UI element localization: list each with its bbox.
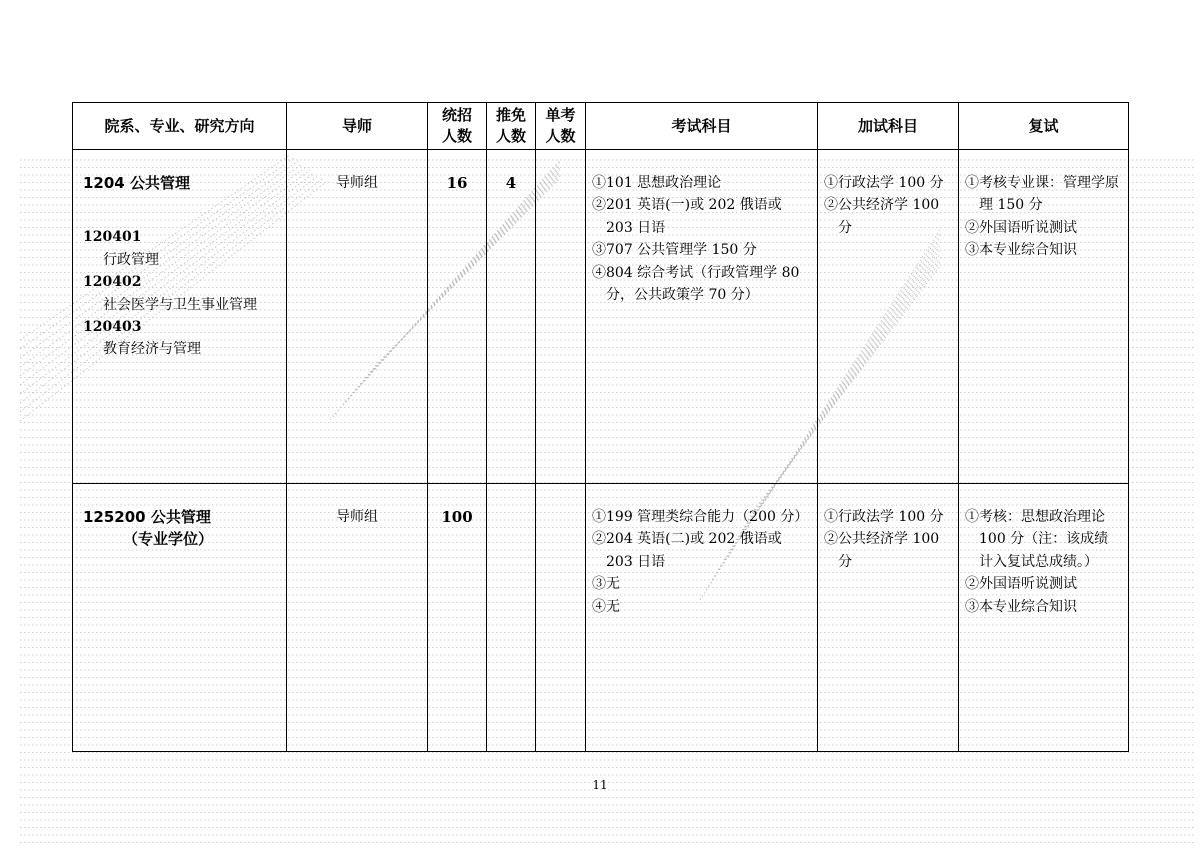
header-row <box>73 103 1129 150</box>
advisor-value: 导师组 <box>336 175 378 191</box>
unified-count: 100 <box>441 508 473 526</box>
table-row-public-administration-professional <box>73 484 1129 752</box>
page-number: 11 <box>592 778 608 792</box>
exam-item: ③无 <box>592 576 620 593</box>
admissions-table <box>72 102 1129 752</box>
extra-item: ①行政法学 100 分 <box>824 175 944 191</box>
unified-cell <box>428 484 487 752</box>
header-program: 院系、专业、研究方向 <box>73 103 287 150</box>
single-cell <box>536 484 586 752</box>
header-exempt-line2: 人数 <box>495 127 526 145</box>
direction-name: 教育经济与管理 <box>103 341 201 358</box>
exempt-count: 4 <box>505 174 517 192</box>
retest-list <box>965 172 1122 262</box>
program-subtitle: （专业学位） <box>123 530 214 549</box>
retest-item: ①考核专业课：管理学原理 150 分 <box>965 175 1119 214</box>
exam-list <box>592 172 811 306</box>
header-single-line1: 单考 <box>545 106 576 124</box>
exam-list <box>592 506 811 618</box>
exempt-cell <box>487 484 536 752</box>
advisor-cell <box>287 150 428 484</box>
retest-item: ①考核：思想政治理论 100 分（注：该成绩计入复试总成绩。） <box>965 509 1109 570</box>
advisor-value: 导师组 <box>336 509 378 525</box>
direction-name: 社会医学与卫生事业管理 <box>103 296 257 313</box>
retest-item: ②外国语听说测试 <box>965 219 1077 236</box>
single-cell <box>536 150 586 484</box>
retest-item: ③本专业综合知识 <box>965 242 1077 259</box>
extra-list <box>824 506 952 573</box>
exam-item: ④无 <box>592 598 620 615</box>
program-cell <box>73 484 287 752</box>
direction-code: 120403 <box>83 319 142 336</box>
header-exempt <box>487 103 536 150</box>
extra-cell <box>818 150 959 484</box>
extra-item: ②公共经济学 100 分 <box>824 197 940 236</box>
program-title: 125200 公共管理 <box>83 508 211 526</box>
unified-cell <box>428 150 487 484</box>
extra-item: ①行政法学 100 分 <box>824 509 944 525</box>
retest-cell <box>959 150 1129 484</box>
exam-item: ①101 思想政治理论 <box>592 175 722 191</box>
single-count <box>536 484 585 506</box>
exam-item: ③707 公共管理学 150 分 <box>592 242 757 259</box>
retest-cell <box>959 484 1129 752</box>
retest-item: ③本专业综合知识 <box>965 598 1077 615</box>
header-exempt-line1: 推免 <box>495 106 526 124</box>
unified-count: 16 <box>446 174 468 192</box>
extra-list <box>824 172 952 239</box>
exam-item: ④804 综合考试（行政管理学 80 分，公共政策学 70 分） <box>592 264 800 304</box>
header-retest: 复试 <box>959 103 1129 150</box>
table-row-public-management <box>73 150 1129 484</box>
exam-cell <box>586 150 818 484</box>
direction-list <box>79 226 280 360</box>
header-single <box>536 103 586 150</box>
header-advisor: 导师 <box>287 103 428 150</box>
exempt-count <box>487 484 535 506</box>
exempt-cell <box>487 150 536 484</box>
program-title: 1204 公共管理 <box>83 174 190 192</box>
exam-item: ②204 英语(二)或 202 俄语或 203 日语 <box>592 531 782 570</box>
retest-item: ②外国语听说测试 <box>965 576 1077 593</box>
exam-item: ②201 英语(一)或 202 俄语或 203 日语 <box>592 197 782 236</box>
exam-cell <box>586 484 818 752</box>
header-exam: 考试科目 <box>586 103 818 150</box>
single-count <box>536 150 585 172</box>
header-single-line2: 人数 <box>545 127 576 145</box>
direction-code: 120402 <box>83 274 142 291</box>
retest-list <box>965 506 1122 618</box>
program-cell <box>73 150 287 484</box>
header-unified-line1: 统招 <box>441 106 472 124</box>
advisor-cell <box>287 484 428 752</box>
header-extra: 加试科目 <box>818 103 959 150</box>
header-unified-line2: 人数 <box>441 127 472 145</box>
direction-code: 120401 <box>83 229 142 246</box>
header-unified <box>428 103 487 150</box>
exam-item: ①199 管理类综合能力（200 分） <box>592 509 809 525</box>
extra-item: ②公共经济学 100 分 <box>824 531 940 570</box>
extra-cell <box>818 484 959 752</box>
direction-name: 行政管理 <box>103 251 159 268</box>
